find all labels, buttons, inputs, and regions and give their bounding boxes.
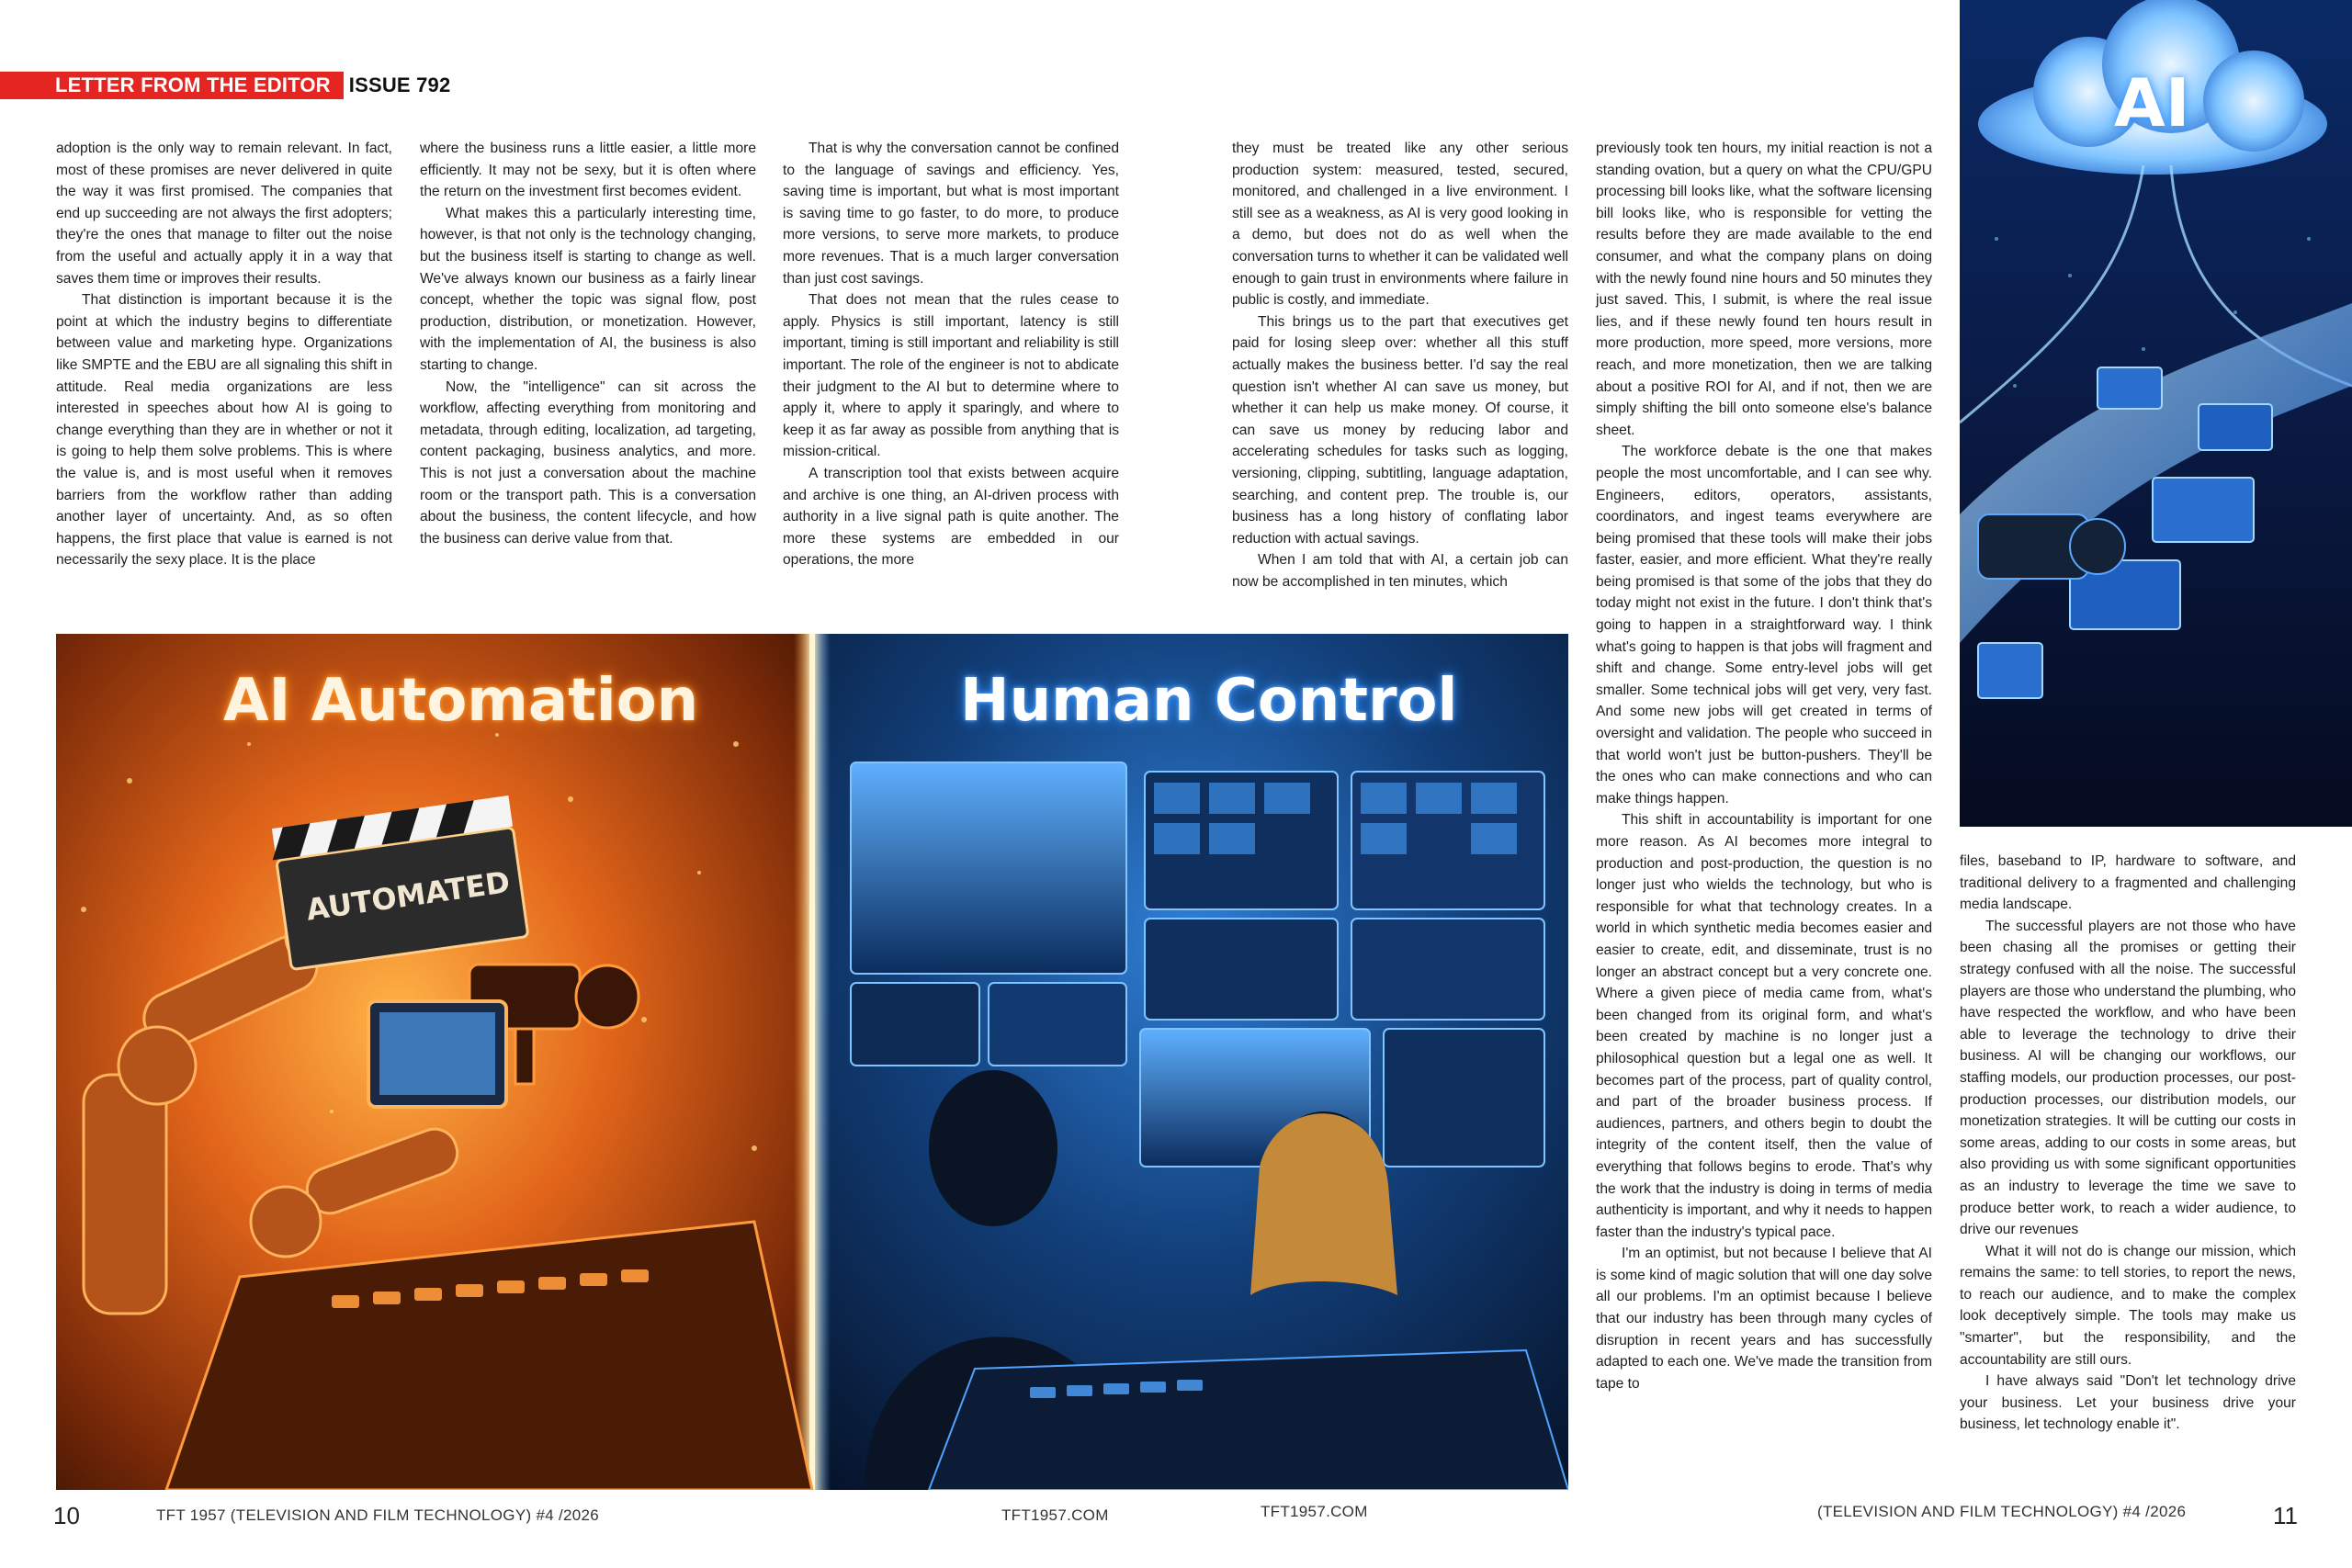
text-column-1 [56,138,392,571]
text-column-3 [783,138,1119,571]
article-paragraph: adoption is the only way to remain relevant. In fact, most of these promises are never delivered in quite the way it was first promised. The companies that end up succeeding are not always the first adopters; they're the ones that manage to filter out the noise from the useful and actually apply it in a way that saves them time or improves their results. [56,141,392,287]
article-paragraph: I'm an optimist, but not because I believe that AI is some kind of magic solution that will one day solve all our problems. I'm an optimist because I believe that our industry has been through many cycles of disruption in recent years and has successfully adapted to each one. We've made the transition from tape to [1596,1246,1932,1392]
article-paragraph: A transcription tool that exists between acquire and archive is one thing, an AI-driven process with authority in a live signal path is quite another. The more these systems are embedded in our operations, the more [783,465,1119,569]
text-column-6 [1960,851,2296,1436]
article-paragraph: What it will not do is change our mission, which remains the same: to tell stories, to report the news, to reach our audience, and to make the complex look deceptively simple. The tools may make us "smarter", but the responsibility, and the accountability are still ours. [1960,1243,2296,1368]
article-paragraph: What makes this a particularly interesting time, however, is that not only is the technology changing, but the business itself is starting to change as well. We've always known our business as a fairly linear concept, whether the topic was signal flow, post production, distribution, or monetization. However, with the implementation of AI, the business is also starting to change. [420,205,756,373]
article-paragraph: That does not mean that the rules cease to apply. Physics is still important, latency is still important, timing is still important and reliability is still important. The role of the engineer is not to abdicate their judgment to the AI but to determine where to apply it, where to apply it sparingly, and where to keep it as far away as possible from anything that is mission-critical. [783,292,1119,460]
section-header [0,72,450,99]
section-label: LETTER FROM THE EDITOR [0,72,344,99]
article-paragraph: Now, the "intelligence" can sit across the workflow, affecting everything from monitoring and metadata, through editing, localization, ad targeting, content packaging, business analytics, and more. This is not just a conversation about the machine room or the transport path. This is a conversation about the business, the content lifecycle, and how the business can derive value from that. [420,378,756,547]
cloud-ai-label: AI [2114,64,2190,141]
left-publication-line: TFT 1957 (TELEVISION AND FILM TECHNOLOGY) #4 /2026 [156,1506,600,1524]
article-paragraph: That distinction is important because it is the point at which the industry begins to differentiate between value and marketing hype. Organizations like SMPTE and the EBU are all signaling this shift in attitude. Real media organizations are less interested in speeches about how AI is going to change everything than they are in whether or not it is going to help them solve problems. This is where the value is, and is most useful when it removes barriers from the workflow rather than adding another layer of uncertainty. And, as so often happens, the first place that value is earned is not necessarily the sexy place. It is the place [56,292,392,569]
left-website: TFT1957.COM [1001,1506,1109,1524]
text-column-2 [420,138,756,549]
text-column-4 [1232,138,1568,592]
ai-vs-human-illustration [56,634,1568,1490]
article-paragraph: I have always said "Don't let technology drive your business. Let your business drive your business, let technology enable it". [1960,1373,2296,1433]
right-image-heading: Human Control [960,667,1458,735]
clapperboard-label: AUTOMATED [304,863,513,928]
article-paragraph: The workforce debate is the one that makes people the most uncomfortable, and I can see why. Engineers, editors, operators, assistants, coordinators, and ingest teams everywhere are being promised that these tools will make their jobs faster, easier, and more efficient. What they're really being promised is that some of the jobs that they do today might not exist in the future. I don't think that's going to happen in a straightforward way. I think what's going to happen is that jobs will fragment and shift and change. Some entry-level jobs will get smaller. Some technical jobs will get very, very fast. And some new jobs will get created in terms of oversight and validation. The people who succeed in that world won't just be button-pushers. They'll be the ones who can make connections and who can make things happen. [1596,444,1932,807]
ai-cloud-illustration [1960,0,2352,827]
right-publication-line: (TELEVISION AND FILM TECHNOLOGY) #4 /2026 [1817,1503,2187,1520]
article-paragraph: This brings us to the part that executives get paid for losing sleep over: whether all this stuff actually makes the business better. I'd say the real question isn't whether AI can save us money, but whether it can help us make money. Of course, it can save us money by reducing labor and accelerating schedules for tasks such as logging, versioning, clipping, subtitling, language adaptation, searching, and content prep. The trouble is, our business has a long history of conflating labor reduction with actual savings. [1232,313,1568,547]
right-website: TFT1957.COM [1261,1503,1368,1520]
issue-number: ISSUE 792 [348,73,451,96]
article-paragraph: previously took ten hours, my initial reaction is not a standing ovation, but a query on what the CPU/GPU processing bill looks like, what the software licensing bill looks like, who is responsible for vetting the results before they are made available to the end consumer, and what the company plans on doing with the newly found nine hours and 50 minutes they just saved. This, I submit, is where the real issue lies, and if these newly found ten hours result in more production, more speed, more versions, more reach, and more monetization, then we are talking about a positive ROI for AI, and if not, then we are simply shifting the bill onto someone else's balance sheet. [1596,141,1932,438]
left-image-heading: AI Automation [223,667,699,735]
article-paragraph: That is why the conversation cannot be confined to the language of savings and efficiency. Yes, saving time is important, but what is most important is saving time to go faster, to do more, to produce more versions, to serve more markets, to produce more revenues. That is a much larger conversation than just cost savings. [783,141,1119,287]
article-paragraph: they must be treated like any other serious production system: measured, tested, secured, monitored, and challenged in a live environment. I still see as a weakness, as AI is very good looking in a demo, but does not do as well when the conversation turns to whether it can be validated well enough to gain trust in environments where failure in public is costly, and immediate. [1232,141,1568,309]
article-paragraph: When I am told that with AI, a certain job can now be accomplished in ten minutes, which [1232,552,1568,590]
article-paragraph: where the business runs a little easier, a little more efficiently. It may not be sexy, but it is often where the return on the investment first becomes evident. [420,141,756,200]
article-paragraph: files, baseband to IP, hardware to software, and traditional delivery to a fragmented and challenging media landscape. [1960,853,2296,913]
article-paragraph: This shift in accountability is important for one more reason. As AI becomes more integral to production and post-production, the question is no longer just who wields the technology, but who is responsible for what that technology creates. In a world in which synthetic media becomes easier and easier to create, edit, and disseminate, trust is no longer an abstract concept but a very concrete one. Where a given piece of media came from, what's been changed from its original form, and what's been created by machine is no longer just a philosophical question but a legal one as well. It becomes part of the process, part of quality control, and part of the broader business process. If audiences, partners, and others begin to doubt the integrity of the content itself, then the value of everything that follows begins to erode. That's why the work that the industry is doing in terms of media authenticity is important, and why it needs to happen faster than the industry's typical pace. [1596,812,1932,1240]
right-page-number: 11 [2273,1502,2298,1529]
left-page-number: 10 [53,1502,80,1529]
article-paragraph: The successful players are not those who have been chasing all the promises or getting their strategy confused with all the noise. The successful players are those who understand the plumbing, who have respected the workflow, and who have been able to leverage the technology to drive their business. AI will be changing our workflows, our staffing models, our production processes, our post-production processes, our distribution models, our monetization strategies. It will be cutting our costs in some areas, adding to our costs in some areas, but also providing us with some significant opportunities as an industry to leverage the time we save to produce better work, to reach a wider audience, to drive our revenues [1960,918,2296,1238]
text-column-5 [1596,138,1932,1394]
